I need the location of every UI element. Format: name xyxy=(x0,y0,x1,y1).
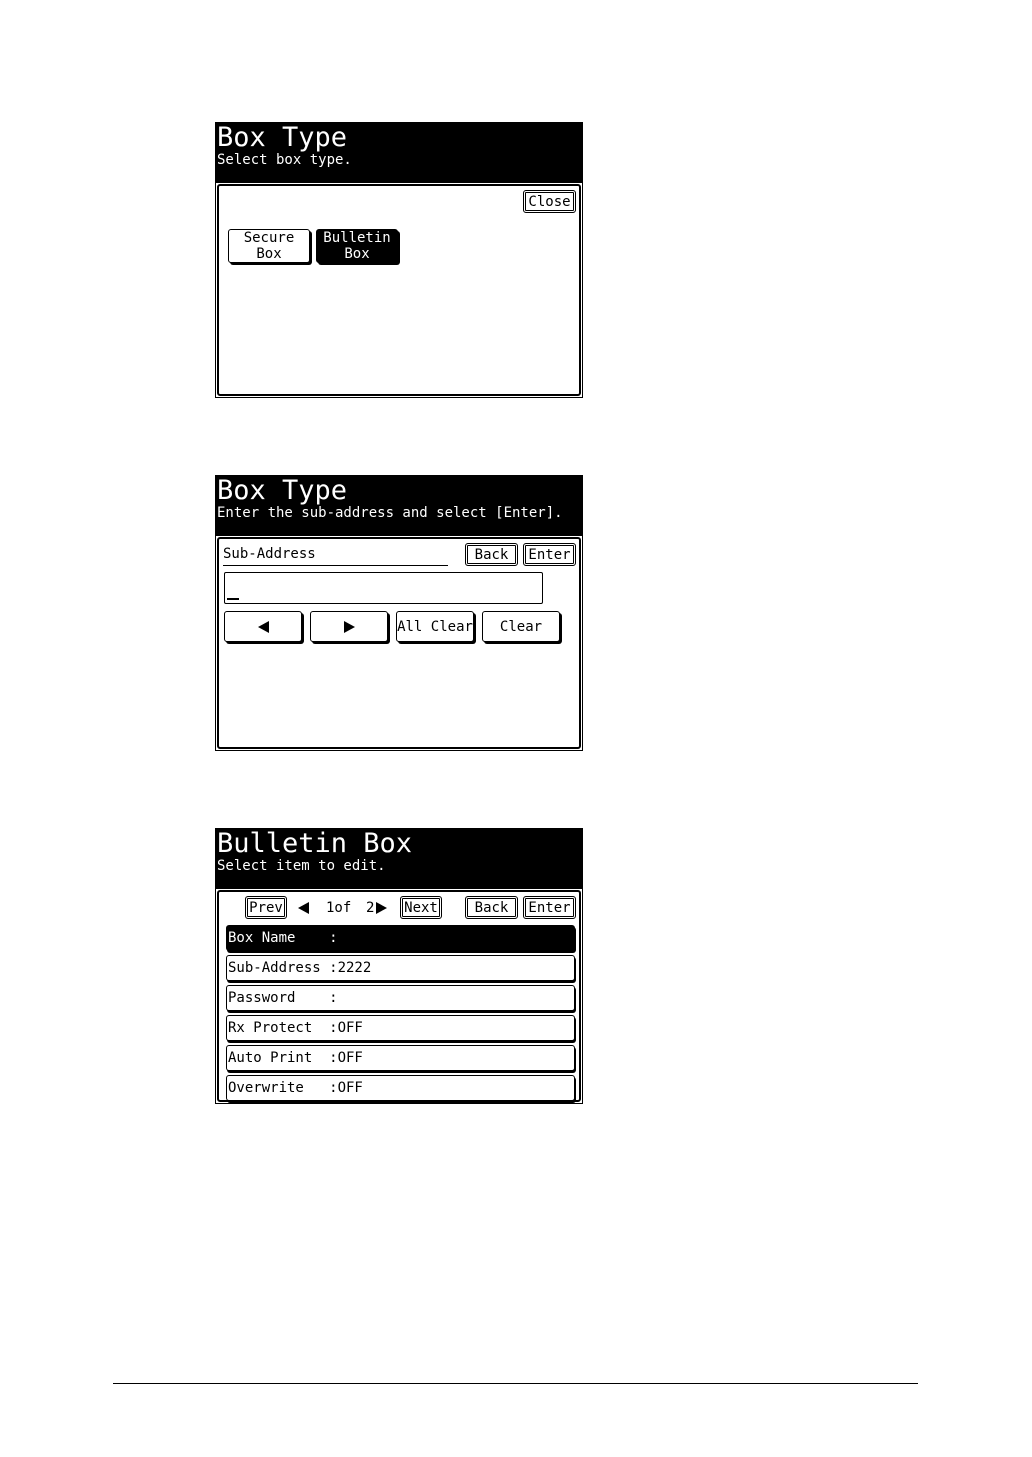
bulletin-box-label-line1: Bulletin xyxy=(323,230,391,246)
secure-box-label-line1: Secure xyxy=(243,230,295,246)
screen-subtitle: Enter the sub-address and select [Enter]. xyxy=(217,505,563,521)
content-panel xyxy=(217,890,581,1102)
left-arrow-icon xyxy=(258,621,269,633)
list-item-box-name[interactable]: Box Name : xyxy=(226,925,575,951)
right-arrow-icon xyxy=(376,902,387,914)
screen-title: Box Type xyxy=(217,122,348,153)
all-clear-button[interactable]: All Clear xyxy=(396,611,474,642)
list-item-sub-address[interactable]: Sub-Address :2222 xyxy=(226,955,575,981)
left-arrow-icon xyxy=(298,902,309,914)
secure-box-label-line2: Box xyxy=(256,246,282,262)
cursor-left-button[interactable] xyxy=(224,611,302,642)
prev-button[interactable]: Prev xyxy=(245,896,287,919)
list-item-overwrite[interactable]: Overwrite :OFF xyxy=(226,1075,575,1101)
list-item-password[interactable]: Password : xyxy=(226,985,575,1011)
screen-title: Box Type xyxy=(217,475,348,506)
enter-button[interactable]: Enter xyxy=(523,896,576,919)
sub-address-label: Sub-Address xyxy=(223,546,316,562)
next-button[interactable]: Next xyxy=(400,896,442,919)
back-button[interactable]: Back xyxy=(465,896,518,919)
screen-subtitle: Select item to edit. xyxy=(217,858,386,874)
bulletin-box-button[interactable] xyxy=(316,229,398,263)
label-underline xyxy=(223,565,448,566)
screen-title: Bulletin Box xyxy=(217,828,413,859)
list-item-auto-print[interactable]: Auto Print :OFF xyxy=(226,1045,575,1071)
content-panel xyxy=(217,537,581,749)
screen-header xyxy=(216,123,582,183)
text-cursor xyxy=(227,598,239,600)
screen-subtitle: Select box type. xyxy=(217,152,352,168)
screen-header xyxy=(216,829,582,889)
right-arrow-icon xyxy=(344,621,355,633)
page-total: 2 xyxy=(366,900,375,916)
list-item-rx-protect[interactable]: Rx Protect :OFF xyxy=(226,1015,575,1041)
back-button[interactable]: Back xyxy=(465,543,518,566)
sub-address-entry-screen xyxy=(215,475,583,751)
page-footer-rule xyxy=(113,1383,918,1384)
secure-box-button[interactable] xyxy=(228,229,310,263)
content-panel xyxy=(217,184,581,396)
close-button[interactable]: Close xyxy=(523,190,576,213)
box-type-select-screen xyxy=(215,122,583,398)
sub-address-input[interactable] xyxy=(224,572,543,604)
bulletin-box-label-line2: Box xyxy=(344,246,370,262)
screen-header xyxy=(216,476,582,536)
clear-button[interactable]: Clear xyxy=(482,611,560,642)
enter-button[interactable]: Enter xyxy=(523,543,576,566)
bulletin-box-edit-screen xyxy=(215,828,583,1104)
page-current: 1of xyxy=(326,900,352,916)
cursor-right-button[interactable] xyxy=(310,611,388,642)
